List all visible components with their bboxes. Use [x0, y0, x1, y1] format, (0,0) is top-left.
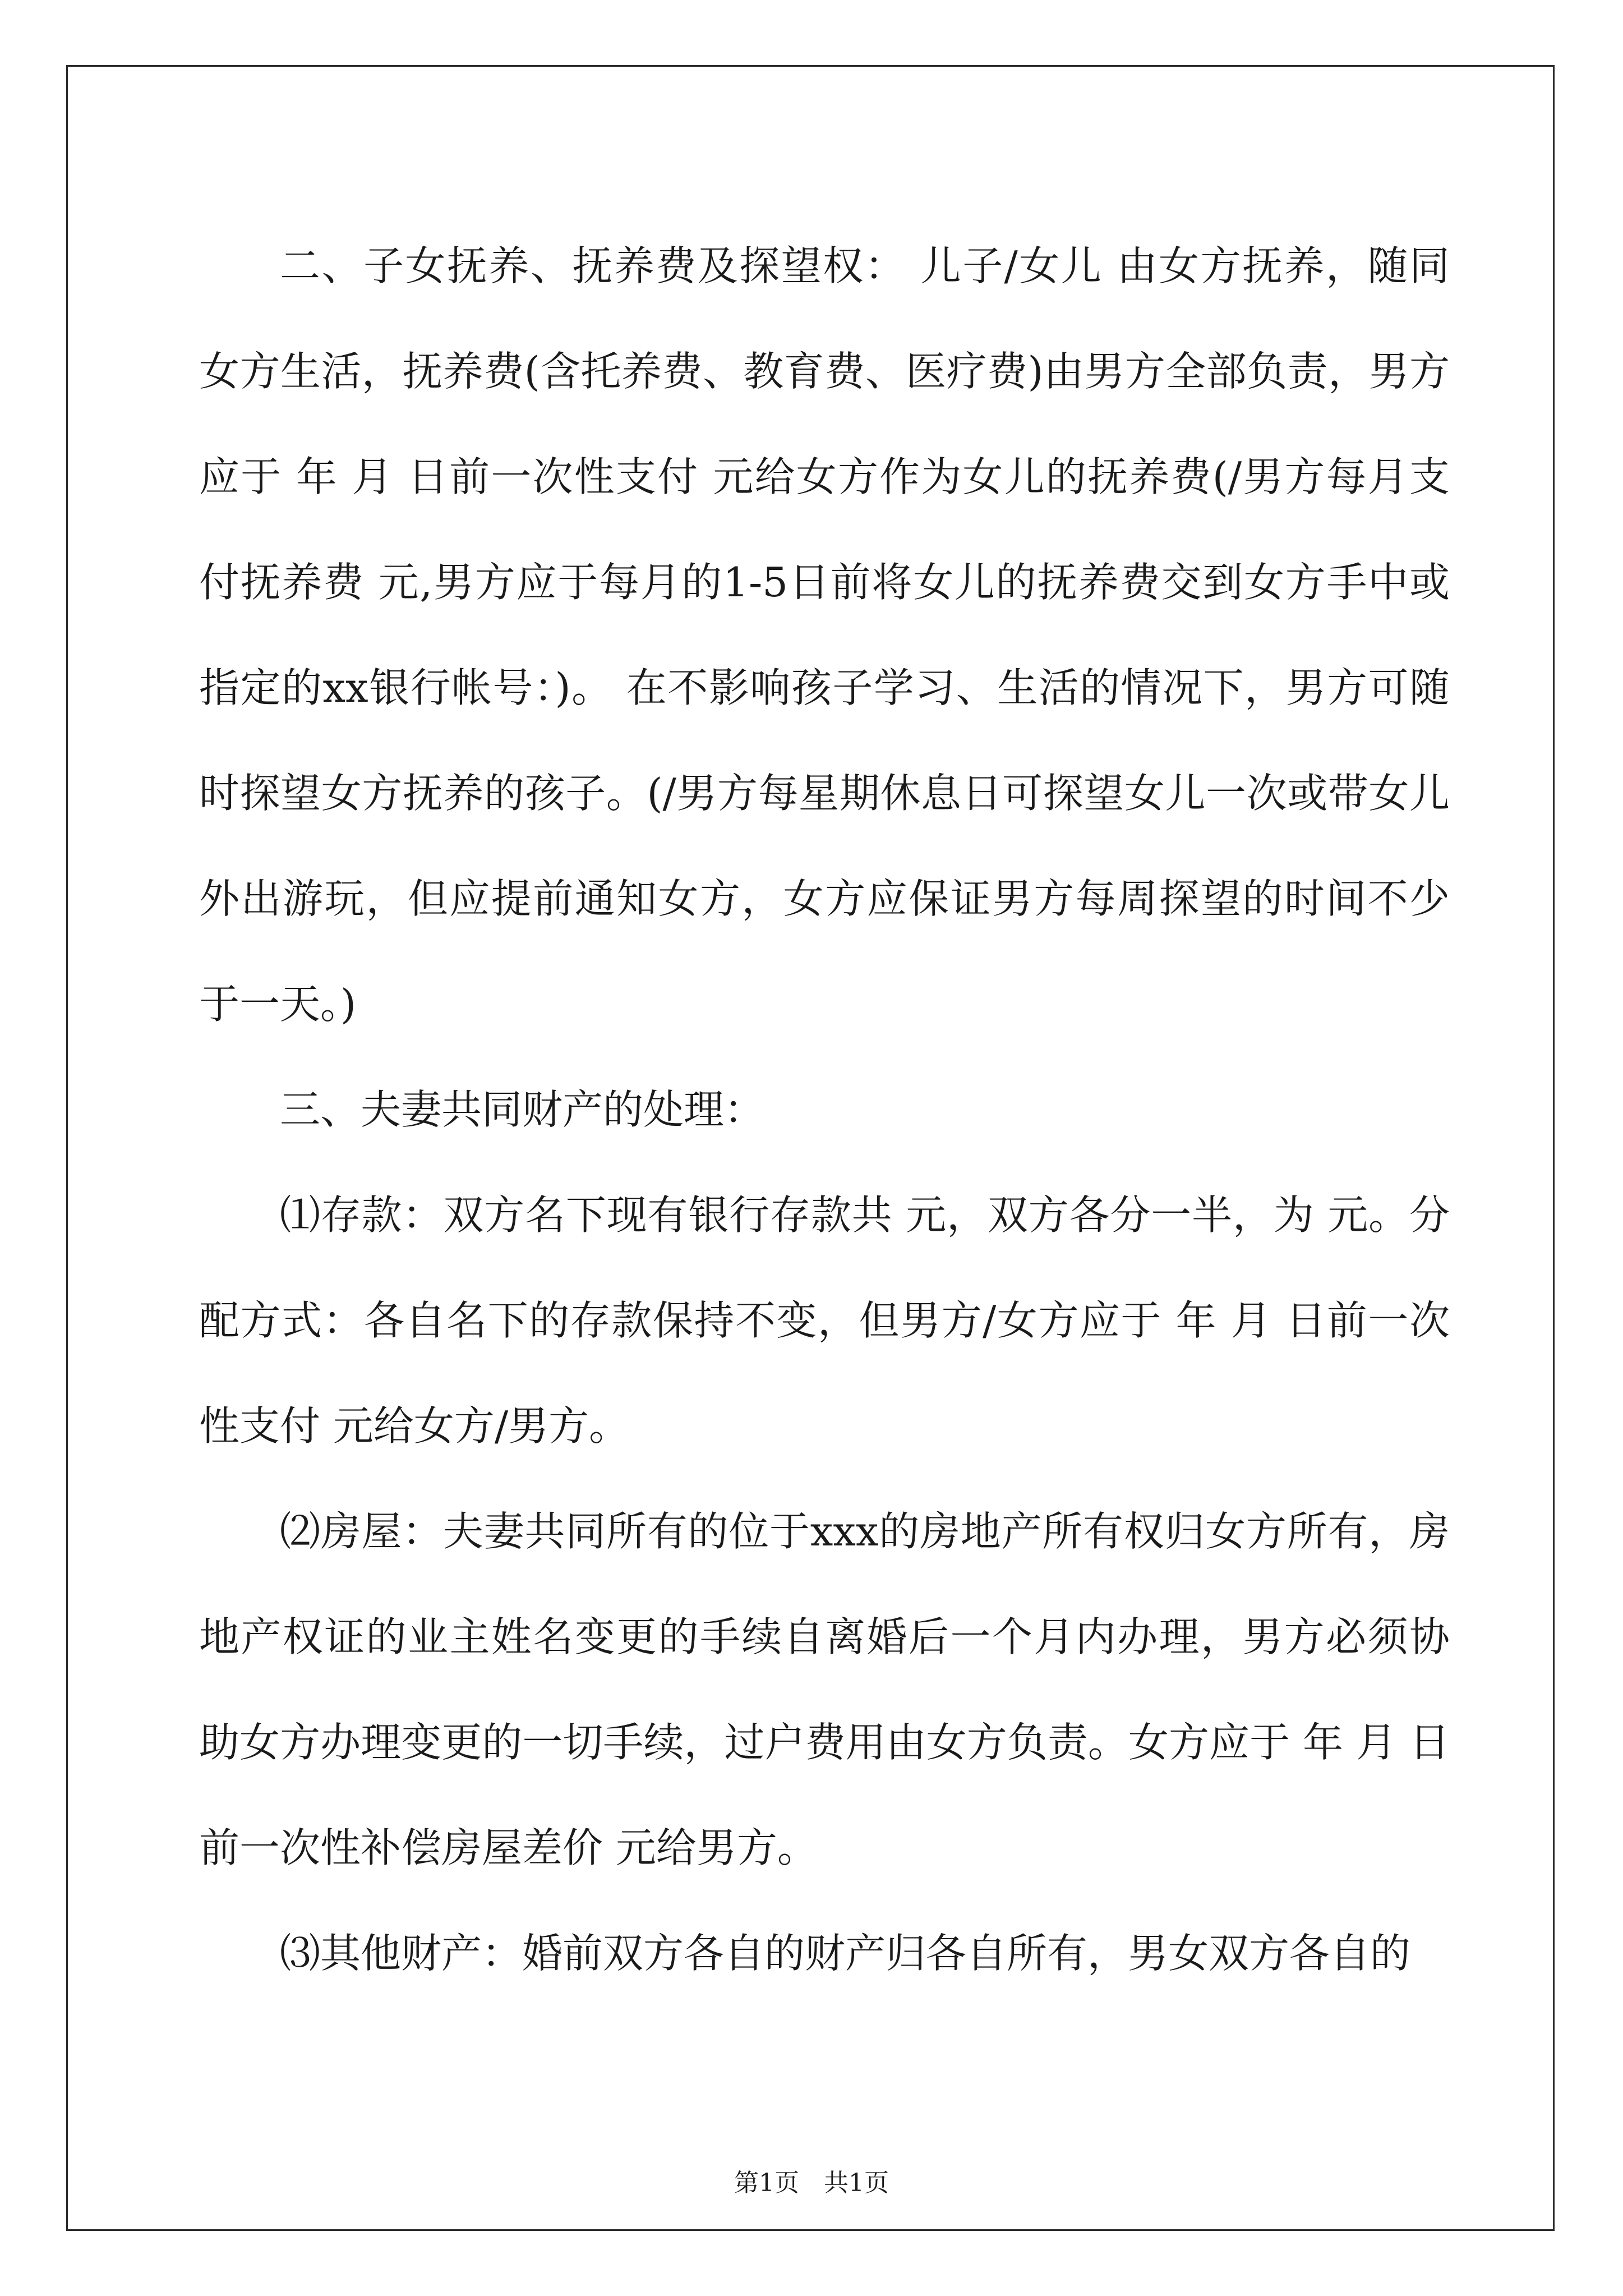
paragraph-other-property: ⑶其他财产：婚前双方各自的财产归各自所有，男女双方各自的	[280, 1930, 1411, 1977]
paragraph-property-heading: 三、夫妻共同财产的处理：	[280, 1086, 765, 1133]
page-number: 第1页 共1页	[734, 2169, 889, 2197]
document-body	[199, 213, 1450, 2006]
paragraph-child-custody: 二、子女抚养、抚养费及探望权： 儿子/女儿 由女方抚养，随同女方生活，抚养费(含托养费、教育费、医疗费)由男方全部负责，男方应于 年 月 日前一次性支付 元给女方作为女儿的抚养费(/男方每月支付抚养费 元,男方应于每月的1-5日前将女儿的抚养费交到女方手中或指定的xx银行帐号：)。 在不影响孩子学习、生活的情况下，男方可随时探望女方抚养的孩子。(/男方每星期休息日可探望女儿一次或带女儿外出游玩，但应提前通知女方，女方应保证男方每周探望的时间不少于一天。)	[199, 242, 1450, 1028]
paragraph-house: ⑵房屋：夫妻共同所有的位于xxx的房地产所有权归女方所有，房地产权证的业主姓名变更的手续自离婚后一个月内办理，男方必须协助女方办理变更的一切手续，过户费用由女方负责。女方应于 年 月 日前一次性补偿房屋差价 元给男方。	[199, 1508, 1450, 1871]
paragraph-deposits: ⑴存款：双方名下现有银行存款共 元，双方各分一半，为 元。分配方式：各自名下的存款保持不变，但男方/女方应于 年 月 日前一次性支付 元给女方/男方。	[199, 1191, 1450, 1450]
